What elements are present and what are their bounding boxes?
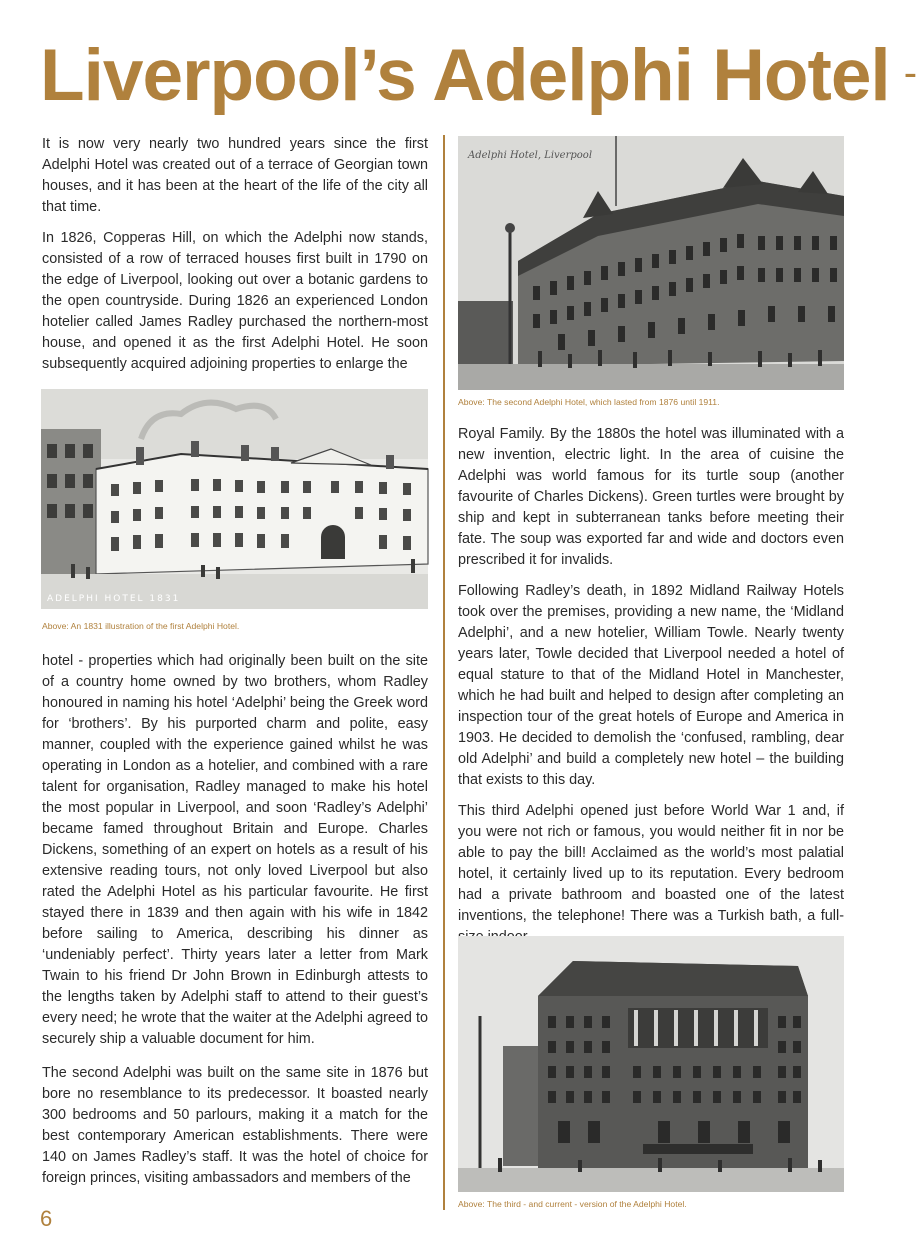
- column-divider: [443, 135, 445, 1210]
- title-dash: -: [903, 51, 916, 95]
- third-hotel-caption: Above: The third - and current - version of the Adelphi Hotel.: [458, 1199, 687, 1209]
- second-hotel-caption: Above: The second Adelphi Hotel, which lasted from 1876 until 1911.: [458, 397, 720, 407]
- paragraph-midland: Following Radley’s death, in 1892 Midland Railway Hotels took over the premises, providing a new name, the ‘Midland Adelphi’, and a new hotelier, William Towle. Nearly twenty years later, Towle decided that Liverpool needed a hotel of equal stature to that of the Midland Hotel in Manchester, which he had built and helped to design after completing an inspection tour of the great hotels of Europe and America in 1903. He decided to demolish the ‘confused, rambling, dear old Adelphi’ and build a completely new hotel – the building that exists to this day.: [458, 583, 844, 788]
- page-title-text: Liverpool’s Adelphi Hotel: [40, 35, 890, 116]
- paragraph-1826: In 1826, Copperas Hill, on which the Adelphi now stands, consisted of a row of terraced houses first built in 1790 on the edge of Liverpool, looking out over a botanic gardens to the open countryside. During 1826 an experienced London hotelier called James Radley purchased the northern-most house, and opened it as the first Adelphi Hotel. He soon subsequently acquired adjoining properties to enlarge the: [42, 230, 428, 372]
- paragraph-radley: hotel - properties which had originally been built on the site of a country home owned by two brothers, whom Radley honoured in naming his hotel ‘Adelphi’ being the Greek word for ‘brothers’. By his purported charm and polite, easy manner, coupled with the experience gained whilst he was operating in London as a hotelier, and combined with a rare talent for organisation, Radley managed to make his hotel the most popular in Liverpool, and soon ‘Radley’s Adelphi’ became famed throughout Britain and Europe. Charles Dickens, something of an expert on hotels as a result of his extensive reading tours, not only loved Liverpool but also rated the Adelphi Hotel as his particular favourite. He first stayed there in 1839 and then again with his wife in 1842 before sailing to America, describing his dinner as ‘undeniably perfect’. Thirty years later a letter from Mark Twain to his friend Dr John Brown in Edinburgh attests to the lengths taken by Adelphi staff to attend to their guest’s every need; he wrote that the waiter at the Adelphi agreed to securely ship a valuable document for him.: [42, 653, 428, 1047]
- right-column-text: [458, 424, 844, 932]
- first-hotel-caption: Above: An 1831 illustration of the first Adelphi Hotel.: [42, 621, 240, 631]
- page-number: 6: [40, 1206, 53, 1231]
- paragraph-third-adelphi: This third Adelphi opened just before World War 1 and, if you were not rich or famous, you would neither fit in nor be able to pay the bill! Acclaimed as the world’s most palatial hotel, it certainly lived up to its reputation. Every bedroom had a private bathroom and boasted one of the latest inventions, the telephone! There was a Turkish bath, a full-: [458, 803, 844, 924]
- second-hotel-drawing: [458, 136, 844, 390]
- page-title: [40, 28, 916, 118]
- paragraph-second-adelphi: The second Adelphi was built on the same site in 1876 but bore no resemblance to its predecessor. It boasted nearly 300 bedrooms and 50 parlours, making it a match for the best contemporary American establishments. There were 140 on James Radley’s staff. It was the hotel of choice for foreign princes, visiting ambassadors and members of the: [42, 1065, 428, 1186]
- left-column-top-text: [42, 134, 428, 382]
- paragraph-royal-family: Royal Family. By the 1880s the hotel was illuminated with a new invention, electric light. In the area of cuisine the Adelphi was world famous for its turtle soup (another favourite of Charles Dickens). Green turtles were brought by ship and kept in subterranean tanks before meeting their fate. The soup was exported far and wide and doctors even prescribed it for invalids.: [458, 426, 844, 568]
- paragraph-intro: It is now very nearly two hundred years since the first Adelphi Hotel was created out of a terrace of Georgian town houses, and it has been at the heart of the life of the city all that time.: [42, 136, 428, 215]
- second-hotel-photo: [458, 136, 844, 390]
- left-column-bottom-text: [42, 1063, 428, 1188]
- left-column-middle-text: [42, 651, 428, 1054]
- first-hotel-inscription: ADELPHI HOTEL 1831: [47, 594, 181, 604]
- third-hotel-drawing: [458, 936, 844, 1192]
- first-hotel-drawing: [41, 389, 428, 609]
- second-hotel-inscription: Adelphi Hotel, Liverpool: [468, 150, 593, 161]
- first-hotel-illustration: [41, 389, 428, 609]
- third-hotel-photo: [458, 936, 844, 1192]
